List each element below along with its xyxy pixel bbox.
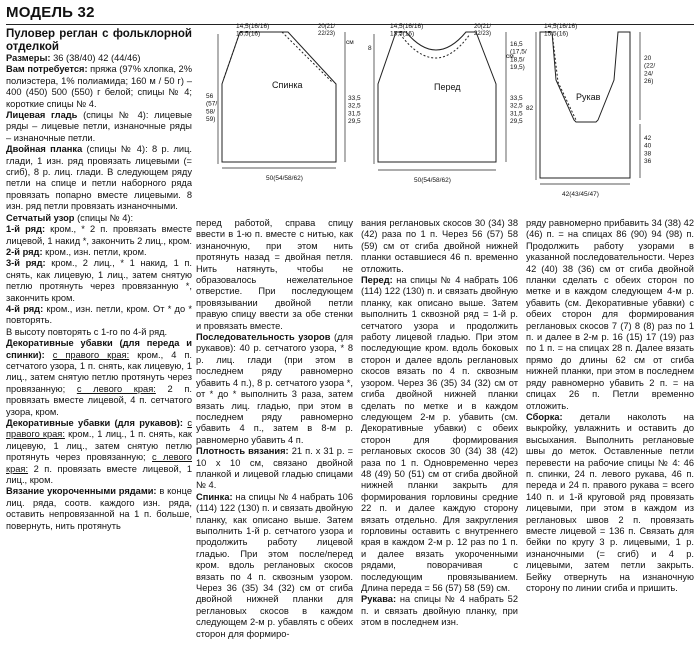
back-top: 14,5(16/16) 15,5(16) <box>236 23 270 38</box>
column-3 <box>361 218 518 664</box>
materials-value: пряжа (97% хлопка, 2% полиэстера, 1% полиамида; 160 м / 50 г) – 400 (450) 500 (550) г белой; спицы № 4; короткие спицы № 4. <box>6 64 192 109</box>
sleeve-bottom: 42(43/45/47) <box>562 191 599 198</box>
sequence-label: Последовательность узоров <box>196 332 331 343</box>
dec2-left-label: с левого края: <box>6 452 192 474</box>
front-name: Перед <box>434 82 461 92</box>
dec1-left-label: с левого края: <box>76 383 156 394</box>
dec2-right-value: кром., 1 лиц., 1 п. снять, как лицевую, 1 лиц., затем снятую петлю протянуть через провязанную; <box>6 429 192 463</box>
row1-value: кром., * 2 п. провязать вместе лицевой, 1 накид *, закончить 2 лиц., кром. <box>6 224 192 246</box>
sleeve-left: 82 <box>526 105 534 112</box>
front-right-top: 16,5 (17,5/ 18,5/ 19,5) <box>510 41 527 72</box>
model-title: МОДЕЛЬ 32 <box>6 4 95 21</box>
sleeve-name: Рукав <box>576 92 601 102</box>
front-right: 33,5 32,5 31,5 29,5 <box>510 95 523 126</box>
front-top: 14,5(16/16) 15,5(16) <box>390 23 424 38</box>
front-left-top: 8 <box>368 45 372 52</box>
row2-value: кром., изн. петли, кром. <box>45 246 147 257</box>
back-bottom: 50(54/58/62) <box>266 175 303 182</box>
column-4 <box>526 218 694 664</box>
back-continued: вания реглановых скосов 30 (34) 38 (42) раза по 1 п. Через 56 (57) 58 (59) см от сгиба двойной нижней планки оставшиеся 46 п. временно отложить. <box>361 218 518 274</box>
sleeve-value: на спицы № 4 набрать 52 п. и связать двойную планку, при этом в последнем изн. <box>361 594 518 628</box>
rows-note: В высоту повторять с 1-го по 4-й ряд. <box>6 326 168 337</box>
back-top-right: 20(21/ 22/23) <box>318 24 336 37</box>
back-left: 56 (57/ 58/ 59) <box>206 93 218 124</box>
dec1-right-label: с правого края: <box>52 349 130 360</box>
row4-label: 4-й ряд: <box>6 303 44 314</box>
mesh-value: (спицы № 4): <box>77 212 134 223</box>
back-value: на спицы № 4 набрать 106 (114) 122 (130) п. и связать двойную планку, как описано выше. Затем выполнить 1-й р. сетчатого узора и продолжить работу лицевой гладью. При этом после/перед кром. вдоль реглановых скосов вязать по 4 п. сквозным узором. Через 36 (35) 34 (32) см от сгиба двойной нижней планки для реглановых скосов в каждом следующем 2-м р. убавлять с обеих сторон для формиро- <box>196 491 353 639</box>
assembly-label: Сборка: <box>526 411 563 422</box>
back-label: Спинка: <box>196 491 233 502</box>
dec2-left-value: 2 п. провязать вместе лицевой, 1 лиц., кром. <box>6 463 192 486</box>
stockinette-value: (спицы № 4): лицевые ряды – лицевые петли, изнаночные ряды – изнаночные петли. <box>6 110 192 143</box>
dec2-right-label: с правого края: <box>6 418 192 440</box>
mesh-label: Сетчатый узор <box>6 212 75 223</box>
density-value: 21 п. x 31 р. = 10 x 10 см, связано двойной планкой и лицевой гладью спицами № 4. <box>196 446 353 491</box>
sleeve-continued: ряду равномерно прибавить 34 (38) 42 (46) п. = на спицах 86 (90) 94 (98) п. Продолжить работу узорами в указанной последовательности. Через 42 (40) 38 (36) см от сгиба двойной планки сделать с обеих сторон по метке и в каждом следующем 4-м р. убавить (см. Декоративные убавки) с обеих сторон для формирования реглановых скосов 7 (7) 8 (8) раз по 1 п. и далее в 2-м р. 16 (15) 17 (19) раз по 1 п. = на спицах 28 п. Далее вязать прямо до длины 62 см от сгиба нижней планки, при этом в последнем ряду равномерно убавить 2 п. = на спицах 26 п. Петли временно отложить. <box>526 218 694 411</box>
sizes-value: 36 (38/40) 42 (44/46) <box>53 53 141 63</box>
short-rows-continued: перед работой, справа спицу ввести в 1-ю п. вместе с нитью, как изнаночную, при этом нить протянуть назад = двойная петля. Нить натянуть, чтобы не образовалось нежелательное отверстие. При последующем провязывании двойной петли правую спицу ввести за обе стенки и провязать вместе. <box>196 218 353 331</box>
row3-label: 3-й ряд: <box>6 258 46 269</box>
dec1-right-value: кром., 4 п. сетчатого узора, 1 п. снять, как лицевую, 1 лиц., затем снятую петлю протянуть через провязанную; <box>6 349 192 394</box>
dec1-left-value: 2 п. провязать вместе лицевой, 4 п. сетчатого узора, кром. <box>6 383 192 417</box>
front-diagram <box>374 32 506 170</box>
dec1-label: Декоративные убавки (для переда и спинки): <box>6 338 192 360</box>
short-rows-label: Вязание укороченными рядами: <box>6 486 157 497</box>
back-diagram <box>218 32 345 168</box>
row2-label: 2-й ряд: <box>6 246 43 257</box>
row1-label: 1-й ряд: <box>6 224 46 235</box>
row3-value: кром., 2 лиц., * 1 накид, 1 п. снять, как лицевую, 1 лиц., затем снятую петлю протянуть через провязанную *, закончить кром. <box>6 258 192 303</box>
stockinette-label: Лицевая гладь <box>6 110 78 121</box>
sizes-label: Размеры: <box>6 53 51 63</box>
front-cm: см <box>506 53 514 60</box>
repeat-note: От * до * повторять. <box>6 303 192 326</box>
article-title: Пуловер реглан с фольклорной отделкой <box>6 28 192 53</box>
sleeve-right: 42 40 38 36 <box>644 135 652 166</box>
back-right: 33,5 32,5 31,5 29,5 <box>348 95 361 126</box>
front-bottom: 50(54/58/62) <box>414 177 451 184</box>
sequence-value: (для рукавов): 40 р. сетчатого узора, * 8 р. лиц. глади (при этом в последнем ряду равномерно убавить 4 п.), 8 р. сетчатого узора *, от * до * выполнить 3 раза, затем вязать лиц. гладью, при этом в последнем ряду равномерно убавить 4 п., затем в 8-м р. равномерно убавить 4 п. <box>196 332 353 445</box>
materials-label: Вам потребуется: <box>6 64 88 75</box>
back-cm: см <box>346 39 354 46</box>
column-2 <box>196 218 353 664</box>
short-rows-value: в конце лиц. ряда, соотв. каждого изн. ряда, оставить непровязанной на 1 п. больше, повернуть, нить протянуть <box>6 486 192 531</box>
back-name: Спинка <box>272 80 303 90</box>
pattern-diagrams <box>200 20 696 206</box>
sleeve-right-top: 20 (22/ 24/ 26) <box>644 55 656 86</box>
double-edge-value: (спицы № 4): 8 р. лиц. глади, 1 изн. ряд провязать лицевыми (= сгиб), 8 р. лиц. глади. В следующем ряду петли на спице и петли наборного ряда провязать попарно вместе лицевыми. 8 изн. ряд петли провязать изнаночными. <box>6 144 192 212</box>
front-value: на спицы № 4 набрать 106 (114) 122 (130) п. и связать двойную планку, как описано выше. Затем выполнить 1 сквозной ряд = 1-й р. сетчатого узора и продолжить работу лицевой гладью. При этом последующие кром. вдоль боковых сторон и далее вдоль реглановых скосов вязать по 4 п. сквозным узором. Через 36 (35) 34 (32) см от сгиба двойной нижней планки сделать по метке и в каждом следующем 2-м р. убавить (см. Декоративные убавки) с обеих сторон для формирования реглановых скосов 30 (34) 38 (42) раза по 1 п. Одновременно через 48 (49) 50 (51) см от сгиба двойной нижней планки закрыть для формирования горловины средние 22 п. и далее каждую сторону вязать отдельно. Для закругления горловины оставить с внутреннего края в каждом 2-м р. 12 раз по 1 п. и далее вязать укороченными рядами, поворачивая с последующим провязыванием. Длина переда = 56 (57) 58 (59) см. <box>361 275 518 593</box>
assembly-value: детали наколоть на выкройку, увлажнить и оставить до высыхания. Выполнить реглановые швы до меток. Оставленные петли перевести на рабочие спицы № 4: 46 п. спинки, 24 п. левого рукава, 46 п. переда и 24 п. правого рукава = всего 140 п. и 1-й круговой ряд провязать лицевыми, при этом в каждом из реглановых швов 2 п. провязать вместе лицевой = 136 п. Связать для бейки по кругу 3 р. лицевыми, 1 р. изнаночными (= сгиб) и 4 р. лицевыми, затем петли закрыть. Бейку отвернуть на изнаночную сторону по линии сгиба и пришить. <box>526 411 694 593</box>
row4-value: кром., изн. петли, кром. <box>46 303 150 314</box>
sleeve-label: Рукава: <box>361 594 397 605</box>
front-label: Перед: <box>361 275 393 286</box>
density-label: Плотность вязания: <box>196 446 289 457</box>
sleeve-diagram <box>536 32 640 184</box>
dec2-label: Декоративные убавки (для рукавов): <box>6 418 183 428</box>
double-edge-label: Двойная планка <box>6 144 83 155</box>
front-top-right: 20(21/ 22/23) <box>474 24 492 37</box>
sleeve-top: 14,5(16/16) 15,5(16) <box>544 23 578 38</box>
column-1 <box>6 28 192 664</box>
